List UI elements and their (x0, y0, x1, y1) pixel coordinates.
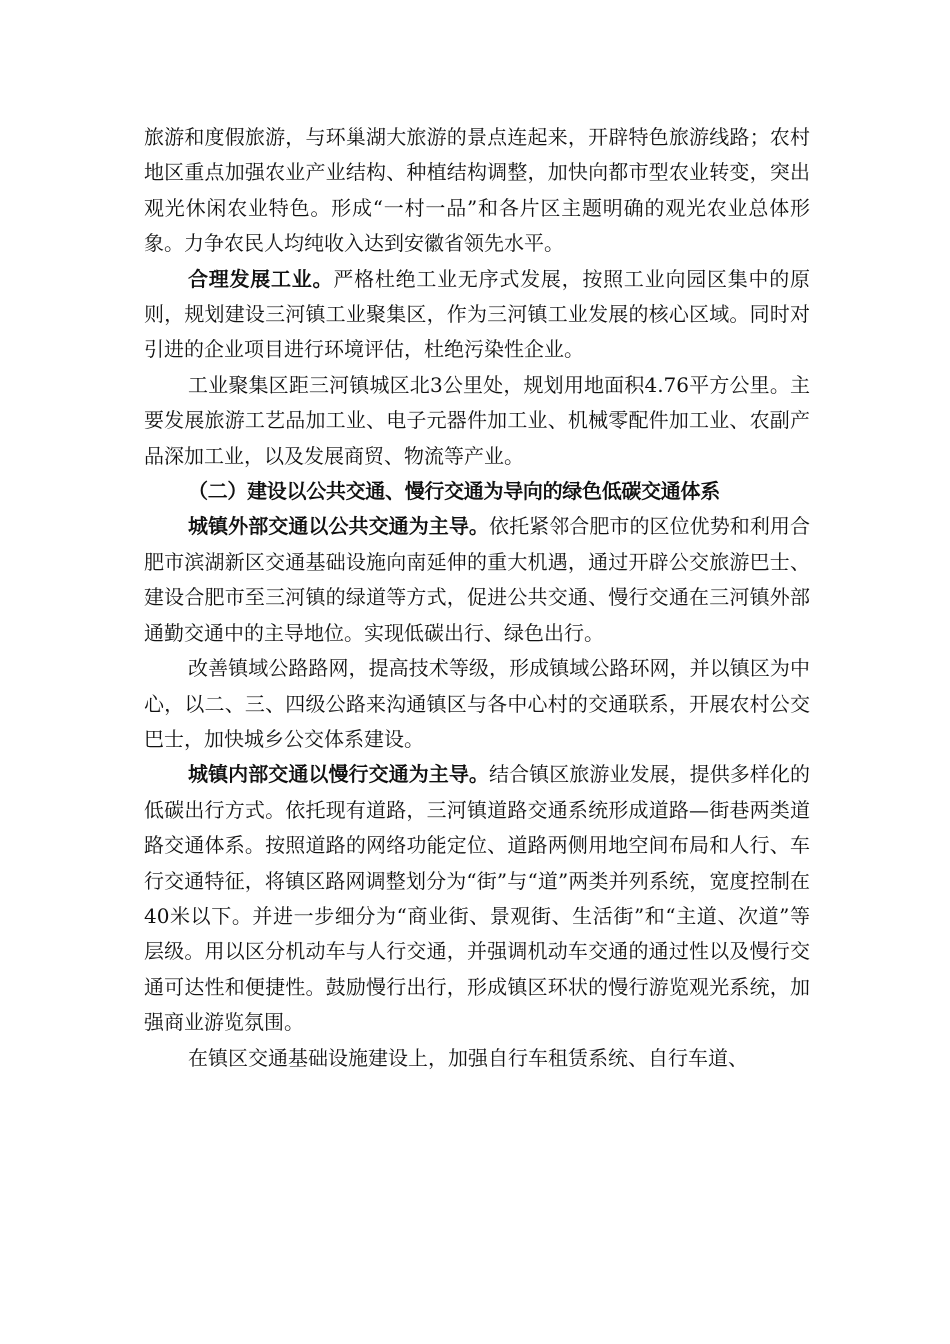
paragraph-text: 改善镇域公路路网，提高技术等级，形成镇域公路环网，并以镇区为中心，以二、三、四级公路来沟通镇区与各中心村的交通联系，开展农村公交巴士，加快城乡公交体系建设。 (144, 656, 810, 751)
paragraph-external-transport (144, 509, 810, 651)
paragraph-lead: 合理发展工业。 (188, 266, 334, 291)
paragraph-road-network (144, 651, 810, 757)
paragraph-text: 旅游和度假旅游，与环巢湖大旅游的景点连起来，开辟特色旅游线路；农村地区重点加强农业产业结构、种植结构调整，加快向都市型农业转变，突出观光休闲农业特色。形成“一村一品”和各片区主题明确的观光农业总体形象。力争农民人均纯收入达到安徽省领先水平。 (144, 125, 810, 256)
paragraph-infrastructure (144, 1041, 810, 1076)
paragraph-industrial-zone (144, 368, 810, 474)
paragraph-lead: 城镇外部交通以公共交通为主导。 (188, 514, 489, 539)
paragraph-text: 严格杜绝工业无序式发展，按照工业向园区集中的原则，规划建设三河镇工业聚集区，作为三河镇工业发展的核心区域。同时对引进的企业项目进行环境评估，杜绝污染性企业。 (144, 266, 811, 362)
paragraph-industry (144, 262, 810, 368)
paragraph-internal-transport (144, 757, 810, 1040)
paragraph-text: 在镇区交通基础设施建设上，加强自行车租赁系统、自行车道、 (188, 1045, 748, 1070)
paragraph-tourism-agriculture (144, 120, 810, 262)
paragraph-text: 结合镇区旅游业发展，提供多样化的低碳出行方式。依托现有道路，三河镇道路交通系统形成道路—街巷两类道路交通体系。按照道路的网络功能定位、道路两侧用地空间布局和人行、车行交通特征，将镇区路网调整划分为“街”与“道”两类并列系统，宽度控制在40米以下。并进一步细分为“商业街、景观街、生活街”和“主道、次道”等层级。用以区分机动车与人行交通，并强调机动车交通的通过性以及慢行交通可达性和便捷性。鼓励慢行出行，形成镇区环状的慢行游览观光系统，加强商业游览氛围。 (144, 762, 810, 1035)
section-heading: （二）建设以公共交通、慢行交通为导向的绿色低碳交通体系 (188, 479, 720, 504)
document-body (144, 120, 810, 1076)
paragraph-text: 工业聚集区距三河镇城区北3公里处，规划用地面积4.76平方公里。主要发展旅游工艺品加工业、电子元器件加工业、机械零配件加工业、农副产品深加工业，以及发展商贸、物流等产业。 (144, 372, 810, 468)
paragraph-text: 依托紧邻合肥市的区位优势和利用合肥市滨湖新区交通基础设施向南延伸的重大机遇，通过开辟公交旅游巴士、建设合肥市至三河镇的绿道等方式，促进公共交通、慢行交通在三河镇外部通勤交通中的主导地位。实现低碳出行、绿色出行。 (144, 514, 810, 645)
paragraph-lead: 城镇内部交通以慢行交通为主导。 (188, 762, 489, 787)
